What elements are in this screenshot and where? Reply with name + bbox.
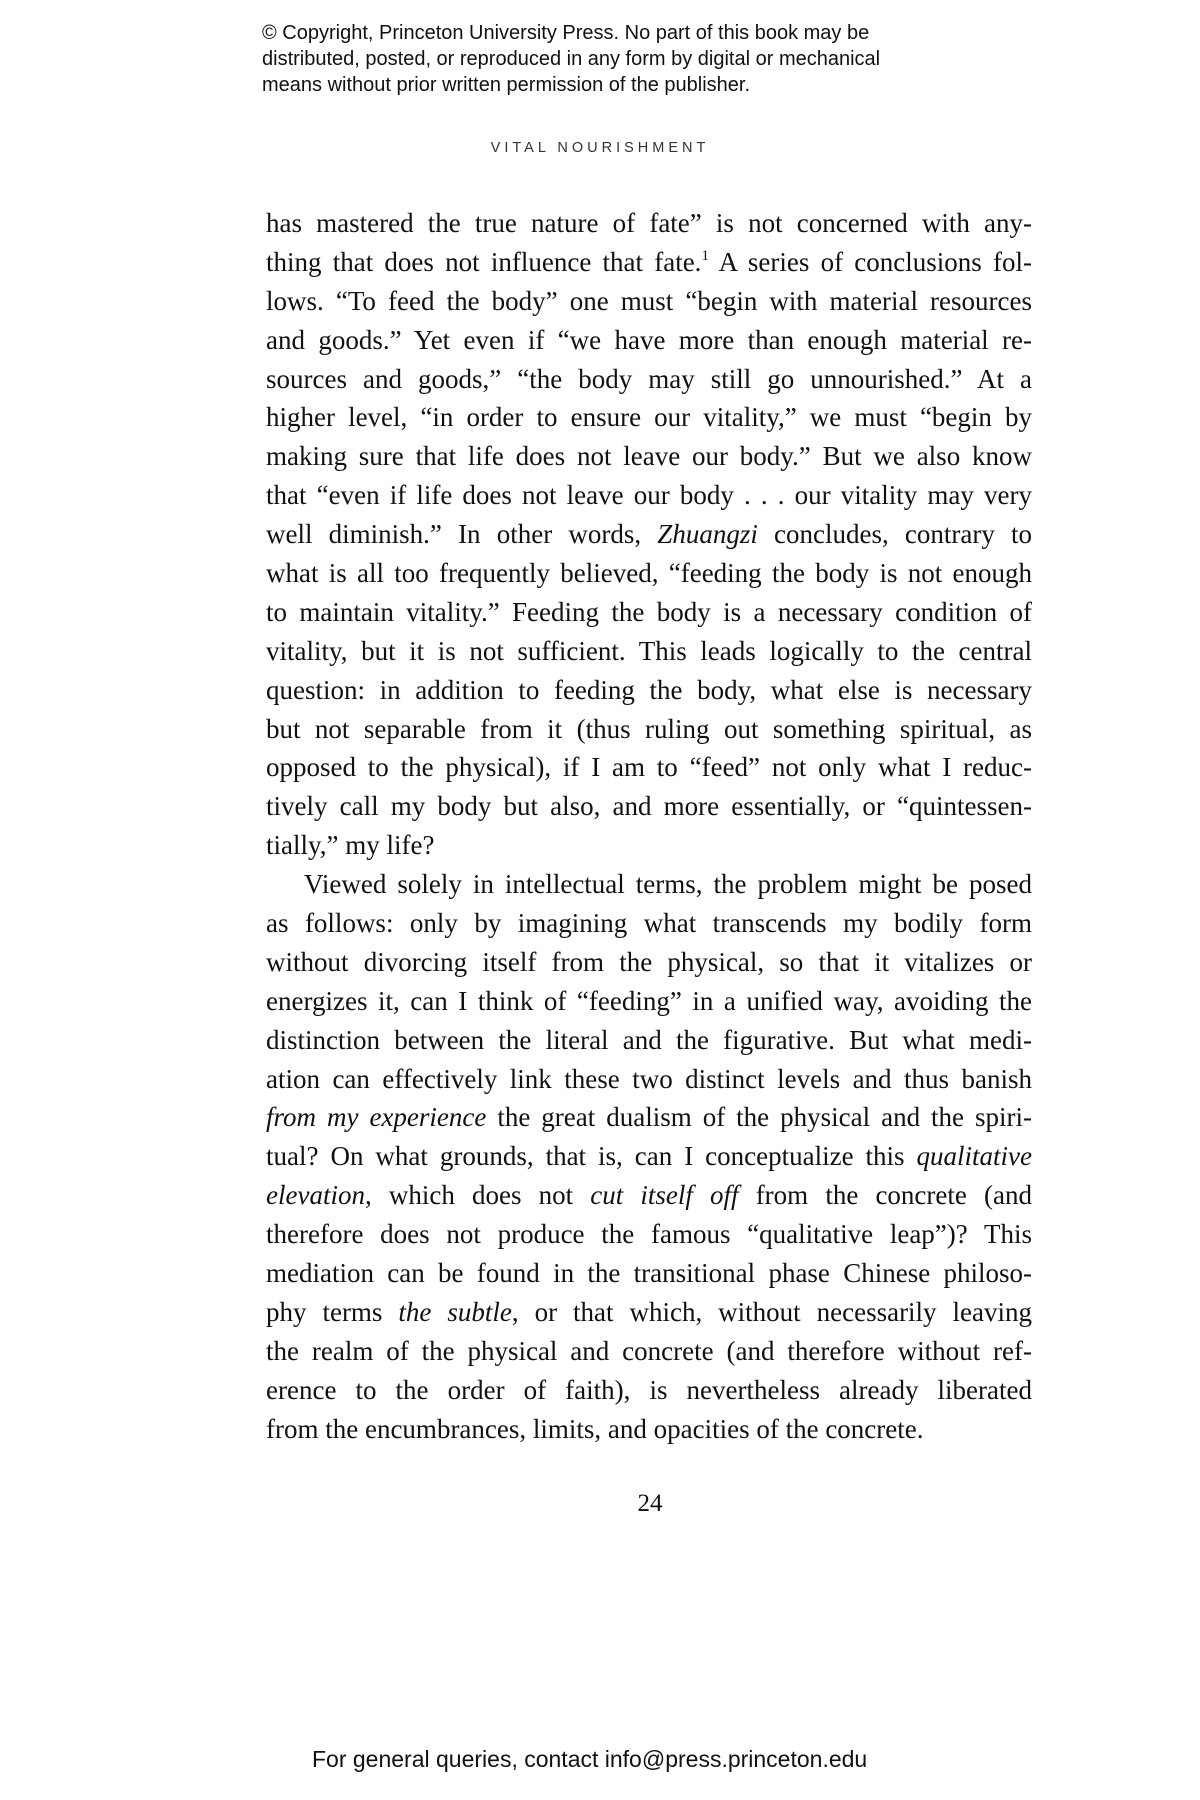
italic-text: cut itself off bbox=[590, 1180, 739, 1211]
text-line bbox=[266, 282, 1032, 321]
text-run: has mastered the true nature of fate” is not concerned with any- bbox=[266, 208, 1032, 238]
text-line bbox=[266, 1332, 1032, 1371]
text-run: erence to the order of faith), is nevertheless already liberated bbox=[266, 1374, 1032, 1405]
text-line bbox=[266, 1176, 1032, 1215]
copyright-notice bbox=[262, 20, 1062, 98]
text-line bbox=[266, 982, 1032, 1021]
text-run: ation can effectively link these two distinct levels and thus banish bbox=[266, 1063, 1032, 1094]
text-line bbox=[266, 398, 1032, 437]
text-run: that “even if life does not leave our body . . . our vitality may very bbox=[266, 480, 1032, 511]
text-line bbox=[266, 943, 1032, 982]
footnote-marker: 1 bbox=[701, 247, 709, 264]
text-run: as follows: only by imagining what transcends my bodily form bbox=[266, 908, 1032, 939]
body-text bbox=[266, 204, 1032, 1449]
page-number: 24 bbox=[637, 1490, 663, 1517]
text-run: question: in addition to feeding the body, what else is necessary bbox=[266, 674, 1032, 705]
text-run: higher level, “in order to ensure our vitality,” we must “begin by bbox=[266, 402, 1032, 433]
italic-text: the subtle bbox=[398, 1296, 512, 1327]
text-run: mediation can be found in the transitional phase Chinese philoso- bbox=[266, 1258, 1032, 1289]
text-run: opposed to the physical), if I am to “feed” not only what I reduc- bbox=[266, 752, 1032, 783]
text-line bbox=[266, 1293, 1032, 1332]
text-run: tially,” my life? bbox=[266, 830, 435, 861]
italic-text: elevation bbox=[266, 1180, 365, 1211]
text-line bbox=[266, 593, 1032, 632]
text-run: from the encumbrances, limits, and opacities of the concrete. bbox=[266, 1413, 924, 1444]
footer-contact: For general queries, contact info@press.princeton.edu bbox=[312, 1746, 868, 1772]
text-run: , or that which, without necessarily leaving bbox=[511, 1296, 1032, 1327]
text-line bbox=[266, 1371, 1032, 1410]
text-run: concludes, contrary to bbox=[757, 519, 1032, 550]
text-run: A series of conclusions fol- bbox=[708, 246, 1032, 277]
text-line bbox=[266, 321, 1032, 360]
text-run: without divorcing itself from the physical, so that it vitalizes or bbox=[266, 946, 1032, 977]
text-run: from the concrete (and bbox=[738, 1180, 1032, 1211]
text-run: tively call my body but also, and more essentially, or “quintessen- bbox=[266, 791, 1032, 822]
copyright-line: means without prior written permission of the publisher. bbox=[262, 74, 751, 96]
text-line bbox=[266, 1021, 1032, 1060]
text-line bbox=[266, 1137, 1032, 1176]
text-run: well diminish.” In other words, bbox=[266, 519, 658, 550]
text-run: the realm of the physical and concrete (and therefore without ref- bbox=[266, 1335, 1032, 1366]
text-run: phy terms bbox=[266, 1296, 399, 1327]
text-line bbox=[266, 671, 1032, 710]
text-run: and goods.” Yet even if “we have more than enough material re- bbox=[266, 324, 1032, 355]
text-line bbox=[266, 632, 1032, 671]
text-line bbox=[266, 360, 1032, 399]
copyright-line: © Copyright, Princeton University Press. No part of this book may be bbox=[262, 22, 870, 44]
italic-text: from my experience bbox=[266, 1102, 487, 1133]
text-run: lows. “To feed the body” one must “begin with material resources bbox=[266, 285, 1032, 316]
copyright-line: distributed, posted, or reproduced in any form by digital or mechanical bbox=[262, 48, 881, 70]
text-line bbox=[266, 1060, 1032, 1099]
text-line bbox=[266, 554, 1032, 593]
text-line bbox=[266, 787, 1032, 826]
text-line bbox=[266, 204, 1032, 243]
text-run: energizes it, can I think of “feeding” in a unified way, avoiding the bbox=[266, 985, 1032, 1016]
italic-text: qualitative bbox=[916, 1141, 1032, 1172]
text-run: sources and goods,” “the body may still go unnourished.” At a bbox=[266, 363, 1032, 394]
italic-text: Zhuangzi bbox=[657, 519, 758, 550]
text-line bbox=[266, 865, 1032, 904]
text-run: , which does not bbox=[364, 1180, 591, 1211]
text-run: making sure that life does not leave our body.” But we also know bbox=[266, 441, 1032, 472]
text-line bbox=[266, 243, 1032, 282]
text-line bbox=[266, 748, 1032, 787]
text-run: the great dualism of the physical and the spiri- bbox=[486, 1102, 1032, 1133]
running-head: VITAL NOURISHMENT bbox=[490, 140, 710, 156]
text-run: vitality, but it is not sufficient. This leads logically to the central bbox=[266, 635, 1032, 666]
text-run: therefore does not produce the famous “qualitative leap”)? This bbox=[266, 1219, 1032, 1250]
text-run: thing that does not influence that fate. bbox=[266, 246, 702, 277]
text-line bbox=[266, 826, 1032, 865]
text-run: Viewed solely in intellectual terms, the problem might be posed bbox=[304, 869, 1032, 900]
text-run: tual? On what grounds, that is, can I conceptualize this bbox=[266, 1141, 917, 1172]
text-line bbox=[266, 437, 1032, 476]
text-line bbox=[266, 1215, 1032, 1254]
text-line bbox=[266, 515, 1032, 554]
text-line bbox=[266, 1410, 1032, 1449]
text-run: but not separable from it (thus ruling out something spiritual, as bbox=[266, 713, 1032, 744]
text-line bbox=[266, 1098, 1032, 1137]
text-line bbox=[266, 476, 1032, 515]
text-run: what is all too frequently believed, “feeding the body is not enough bbox=[266, 558, 1032, 589]
text-run: distinction between the literal and the figurative. But what medi- bbox=[266, 1024, 1032, 1055]
text-run: to maintain vitality.” Feeding the body is a necessary condition of bbox=[266, 596, 1032, 627]
text-line bbox=[266, 710, 1032, 749]
text-line bbox=[266, 1254, 1032, 1293]
text-line bbox=[266, 904, 1032, 943]
